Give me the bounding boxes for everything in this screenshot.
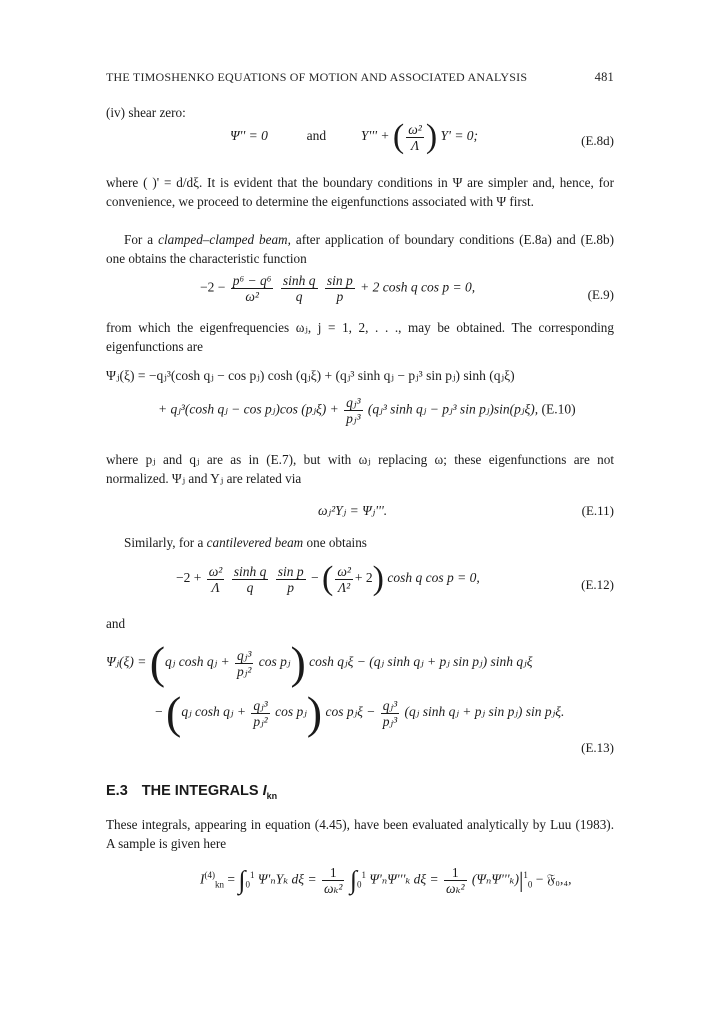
eq-number-e8d: (E.8d) (581, 133, 614, 148)
e8d-left: Ψ'' = 0 (230, 128, 268, 144)
paragraph-4: where pⱼ and qⱼ are as in (E.7), but with ωⱼ replacing ω; these eigenfunctions are not normalized. Ψⱼ and Yⱼ are related via (106, 452, 614, 486)
section-heading (106, 783, 277, 801)
paragraph-3: from which the eigenfrequencies ωⱼ, j = 1, 2, . . ., may be obtained. The corresponding eigenfunctions are (106, 320, 614, 354)
equation-e10-line1: Ψⱼ(ξ) = −qⱼ³(cosh qⱼ − cos pⱼ) cosh (qⱼξ) + (qⱼ³ sinh qⱼ − pⱼ³ sin pⱼ) sinh (qⱼξ) (106, 368, 515, 383)
equation-integral: $I^{(4)}_{kn} = \int_0^1$ Ψ'ₙYₖ dξ = $\frac{1}{\text{ωₖ²}}$ $\int_0^1$ Ψ'ₙΨ'''ₖ dξ = $\frac{1}{\text{ωₖ²}}$ $(\Psi_n\Psi'''_k)|^1_0$ − 𝔉₀,₄, (200, 865, 572, 896)
section-title: THE INTEGRALS (141, 783, 259, 799)
paragraph-1: where ( )' = d/dξ. It is evident that the boundary conditions in Ψ are simpler and, hence, for convenience, we proceed to determine the eigenfunctions associated with Ψ first. (106, 175, 614, 209)
e8d-fraction: $\frac{\text{ω²}}{\Lambda}$ (408, 121, 422, 153)
equation-e13-line1: Ψⱼ(ξ) = (qⱼ cosh qⱼ + $\frac{\text{qⱼ³}}{\text{pⱼ²}}$ cos pⱼ) cosh qⱼξ − (qⱼ sinh qⱼ + pⱼ sin pⱼ) sinh qⱼξ (106, 637, 533, 688)
paragraph-5: Similarly, for a cantilevered beam one obtains (124, 535, 367, 550)
equation-e9: −2 − $\frac{\text{p⁶ − q⁶}}{\text{ω²}}$ $\frac{\text{sinh q}}{q}$ $\frac{\text{sin p}}{p}$ + 2 cosh q cos p = 0, (200, 273, 476, 304)
paragraph-6: These integrals, appearing in equation (4.45), have been evaluated analytically by Luu (1983). A sample is given here (106, 817, 614, 851)
e8d-right-a: Y''' + (360, 128, 390, 144)
eq-number-e10: (E.10) (541, 401, 576, 417)
eq-number-e11: (E.11) (581, 503, 614, 518)
e8d-and: and (306, 128, 327, 144)
and-label: and (106, 616, 126, 631)
equation-e11: ωⱼ²Yⱼ = Ψⱼ'''. (318, 503, 388, 518)
e8d-right-b: Y' = 0; (440, 128, 479, 144)
running-title: THE TIMOSHENKO EQUATIONS OF MOTION AND ASSOCIATED ANALYSIS (106, 70, 528, 84)
shear-zero-label: (iv) shear zero: (106, 105, 186, 120)
paragraph-2: For a clamped–clamped beam, after application of boundary conditions (E.8a) and (E.8b) one obtains the characteristic function (106, 232, 615, 266)
eq-number-e9: (E.9) (587, 287, 614, 302)
section-number: E.3 (106, 783, 128, 799)
equation-e13-line2: − (qⱼ cosh qⱼ + $\frac{\text{qⱼ³}}{\text{pⱼ²}}$ cos pⱼ) cos pⱼξ − $\frac{\text{qⱼ³}}{\text{pⱼ³}}$ (qⱼ sinh qⱼ + pⱼ sin pⱼ) sin pⱼξ. (155, 687, 565, 738)
equation-e8d: Ψ'' = 0 and Y''' + ( $\frac{\text{ω²}}{\Lambda}$ ) Y' = 0; (230, 118, 479, 155)
eq-number-e12: (E.12) (581, 577, 614, 592)
section-symbol-sub: kn (266, 790, 278, 801)
equation-e10-line2: + qⱼ³(cosh qⱼ − cos pⱼ)cos (pⱼξ) + $\frac{\text{qⱼ³}}{\text{pⱼ³}}$ (qⱼ³ sinh qⱼ − pⱼ³ sin pⱼ)sin(pⱼξ), (E.10) (158, 395, 576, 426)
section-symbol: I (262, 783, 267, 799)
page-number: 481 (594, 70, 614, 84)
equation-e12: −2 + $\frac{\text{ω²}}{\Lambda}$ $\frac{\text{sinh q}}{q}$ $\frac{\text{sin p}}{p}$ − ( $\frac{\text{ω²}}{\text{Λ²}}$ + 2) cosh q cos p = 0, (176, 560, 480, 597)
running-header (106, 70, 614, 85)
eq-number-e13: (E.13) (581, 740, 614, 755)
